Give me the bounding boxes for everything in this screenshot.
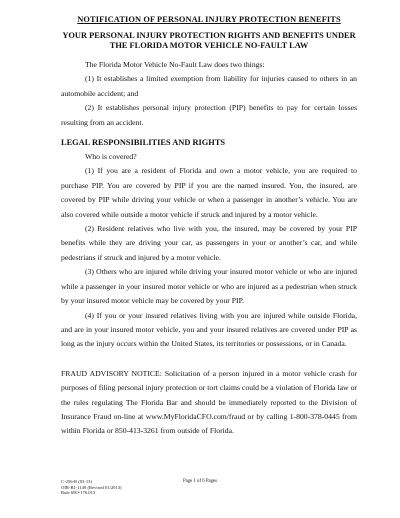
point-2-paragraph: (2) It establishes personal injury protection (PIP) benefits to pay for certain losses resulting from an accident. [61,103,357,127]
form-number: C-256-R (03-13) [61,479,93,484]
intro-paragraph: The Florida Motor Vehicle No-Fault Law does two things: [85,60,265,69]
coverage-paragraph-1: (1) If you are a resident of Florida and own a motor vehicle, you are required to purchase PIP. You are covered by PIP if you are the named insured. You, the insured, are covered by PIP while driving your vehicle or when a passenger in another’s vehicle. You are also covered while outside a motor vehicle if struck and injured by a motor vehicle. [61,166,357,219]
subtitle-line-2: THE FLORIDA MOTOR VEHICLE NO-FAULT LAW [109,40,309,50]
coverage-paragraph-2: (2) Resident relatives who live with you, the insured, may be covered by your PIP benefits while they are driving your car, as passengers in your or another’s car, and while pedestrians if struck and injured by a motor vehicle. [61,224,357,262]
document-subtitle [61,31,357,50]
fraud-advisory-notice: FRAUD ADVISORY NOTICE: Solicitation of a person injured in a motor vehicle crash for purposes of filing personal injury protection or tort claims could be a violation of Florida law or the rules regulating The Florida Bar and should be immediately reported to the Division of Insurance Fraud on-line at www.MyFloridaCFO.com/fraud or by calling 1-800-378-0445 from within Florida or 850-413-3261 from outside of Florida. [61,368,357,436]
document-title: NOTIFICATION OF PERSONAL INJURY PROTECTION BENEFITS [77,15,341,24]
section-heading: LEGAL RESPONSIBILITIES AND RIGHTS [61,138,226,148]
subtitle-line-1: YOUR PERSONAL INJURY PROTECTION RIGHTS AND BENEFITS UNDER [62,31,356,40]
point-1-paragraph: (1) It establishes a limited exemption from liability for injuries caused to others in an automobile accident; and [61,74,357,98]
coverage-paragraph-4: (4) If you or your insured relatives living with you are injured while outside Florida, and are in your insured motor vehicle, you and your insured relatives are covered under PIP as long as the injury occurs within the United States, its territories or possessions, or in Canada. [61,310,357,349]
coverage-question: Who is covered? [85,152,137,162]
obr-number: OIR-B1-1149 (Revised 01/2013) [61,484,122,490]
coverage-paragraph-3: (3) Others who are injured while driving your insured motor vehicle or who are injured while a passenger in your insured motor vehicle or who are injured as a pedestrian when struck by your insured motor vehicle may be covered by your PIP. [61,267,357,306]
page-number: Page 1 of 6 Pages [182,479,218,484]
rule-number: Rule 69O-176.013 [61,490,96,496]
